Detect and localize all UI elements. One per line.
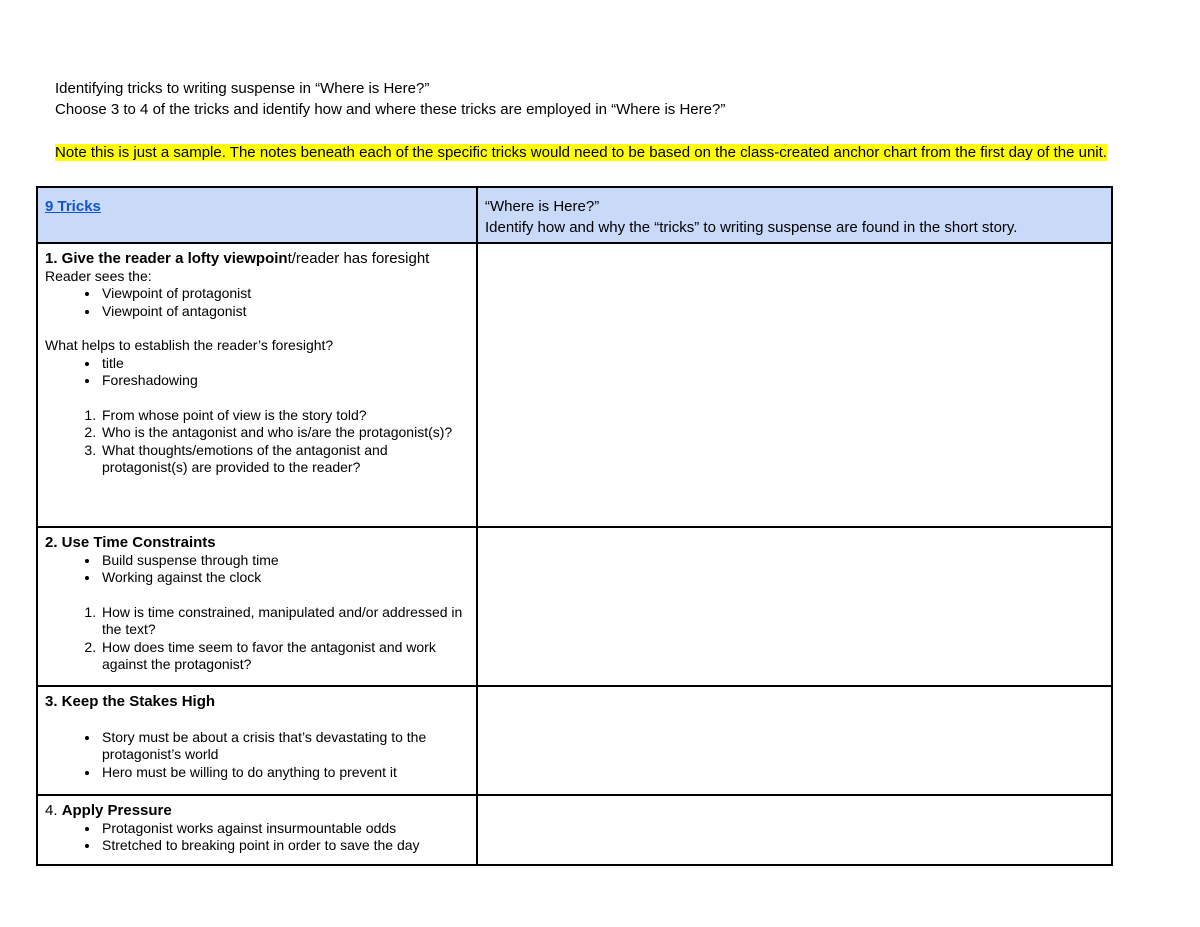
list-item: • Viewpoint of antagonist (100, 303, 469, 321)
response-cell-3[interactable] (477, 686, 1112, 795)
intro-line-1: Identifying tricks to writing suspense in “Where is Here?” (55, 80, 430, 97)
trick-title-bold: 1. Give the reader a lofty viewpoin (45, 250, 288, 267)
list-item: 3. What thoughts/emotions of the antagonist and protagonist(s) are provided to the reader? (100, 442, 469, 477)
list-item: • Viewpoint of protagonist (100, 285, 469, 303)
list-item: • Foreshadowing (100, 372, 469, 390)
trick-title-rest: t/reader has foresight (287, 250, 430, 267)
table-row (37, 243, 1112, 527)
header-story-instruction: Identify how and why the “tricks” to writing suspense are found in the short story. (485, 219, 1018, 236)
intro-section (55, 78, 1150, 163)
numbered-list (45, 604, 469, 674)
trick-title (45, 250, 469, 268)
nine-tricks-link[interactable]: 9 Tricks (45, 198, 101, 215)
trick-cell-2 (37, 527, 477, 686)
list-item: • Hero must be willing to do anything to prevent it (100, 764, 469, 782)
list-item: • Story must be about a crisis that’s devastating to the protagonist’s world (100, 729, 469, 764)
intro-line-2: Choose 3 to 4 of the tricks and identify how and where these tricks are employed in “Where is Here?” (55, 101, 726, 118)
header-cell-story (477, 187, 1112, 243)
trick-title: 2. Use Time Constraints (45, 534, 216, 551)
table-row (37, 527, 1112, 686)
list-item: 2. Who is the antagonist and who is/are the protagonist(s)? (100, 424, 469, 442)
reader-sees-label: Reader sees the: (45, 267, 152, 284)
list-item: • Stretched to breaking point in order to save the day (100, 837, 469, 855)
table-row (37, 686, 1112, 795)
question-label: What helps to establish the reader’s foresight? (45, 337, 334, 353)
bullet-list (45, 729, 469, 782)
list-item: 1. From whose point of view is the story told? (100, 407, 469, 425)
list-item: 1. How is time constrained, manipulated and/or addressed in the text? (100, 604, 469, 639)
list-item: • Protagonist works against insurmountable odds (100, 820, 469, 838)
trick-title (45, 802, 469, 820)
sample-note (55, 142, 1150, 163)
list-item: 2. How does time seem to favor the antagonist and work against the protagonist? (100, 639, 469, 674)
trick-cell-1 (37, 243, 477, 527)
bullet-list (45, 355, 469, 390)
response-cell-2[interactable] (477, 527, 1112, 686)
list-item: • title (100, 355, 469, 373)
response-cell-4[interactable] (477, 795, 1112, 865)
table-row (37, 795, 1112, 865)
trick-title: 3. Keep the Stakes High (45, 693, 216, 710)
list-item: • Working against the clock (100, 569, 469, 587)
trick-title-bold: Apply Pressure (61, 802, 172, 819)
spacer (45, 390, 469, 407)
header-cell-tricks (37, 187, 477, 243)
list-item: • Build suspense through time (100, 552, 469, 570)
spacer (45, 320, 469, 337)
response-cell-1[interactable] (477, 243, 1112, 527)
trick-cell-3 (37, 686, 477, 795)
bullet-list (45, 552, 469, 587)
spacer (45, 587, 469, 604)
bullet-list (45, 285, 469, 320)
table-header-row (37, 187, 1112, 243)
numbered-list (45, 407, 469, 477)
trick-cell-4 (37, 795, 477, 865)
trick-title-number: 4. (45, 802, 62, 819)
tricks-table (36, 186, 1113, 866)
sample-note-text: Note this is just a sample. The notes beneath each of the specific tricks would need to be based on the class-created anchor chart from the first day of the unit. (55, 144, 1107, 161)
spacer (45, 711, 469, 729)
bullet-list (45, 820, 469, 855)
header-story-title: “Where is Here?” (485, 198, 600, 215)
